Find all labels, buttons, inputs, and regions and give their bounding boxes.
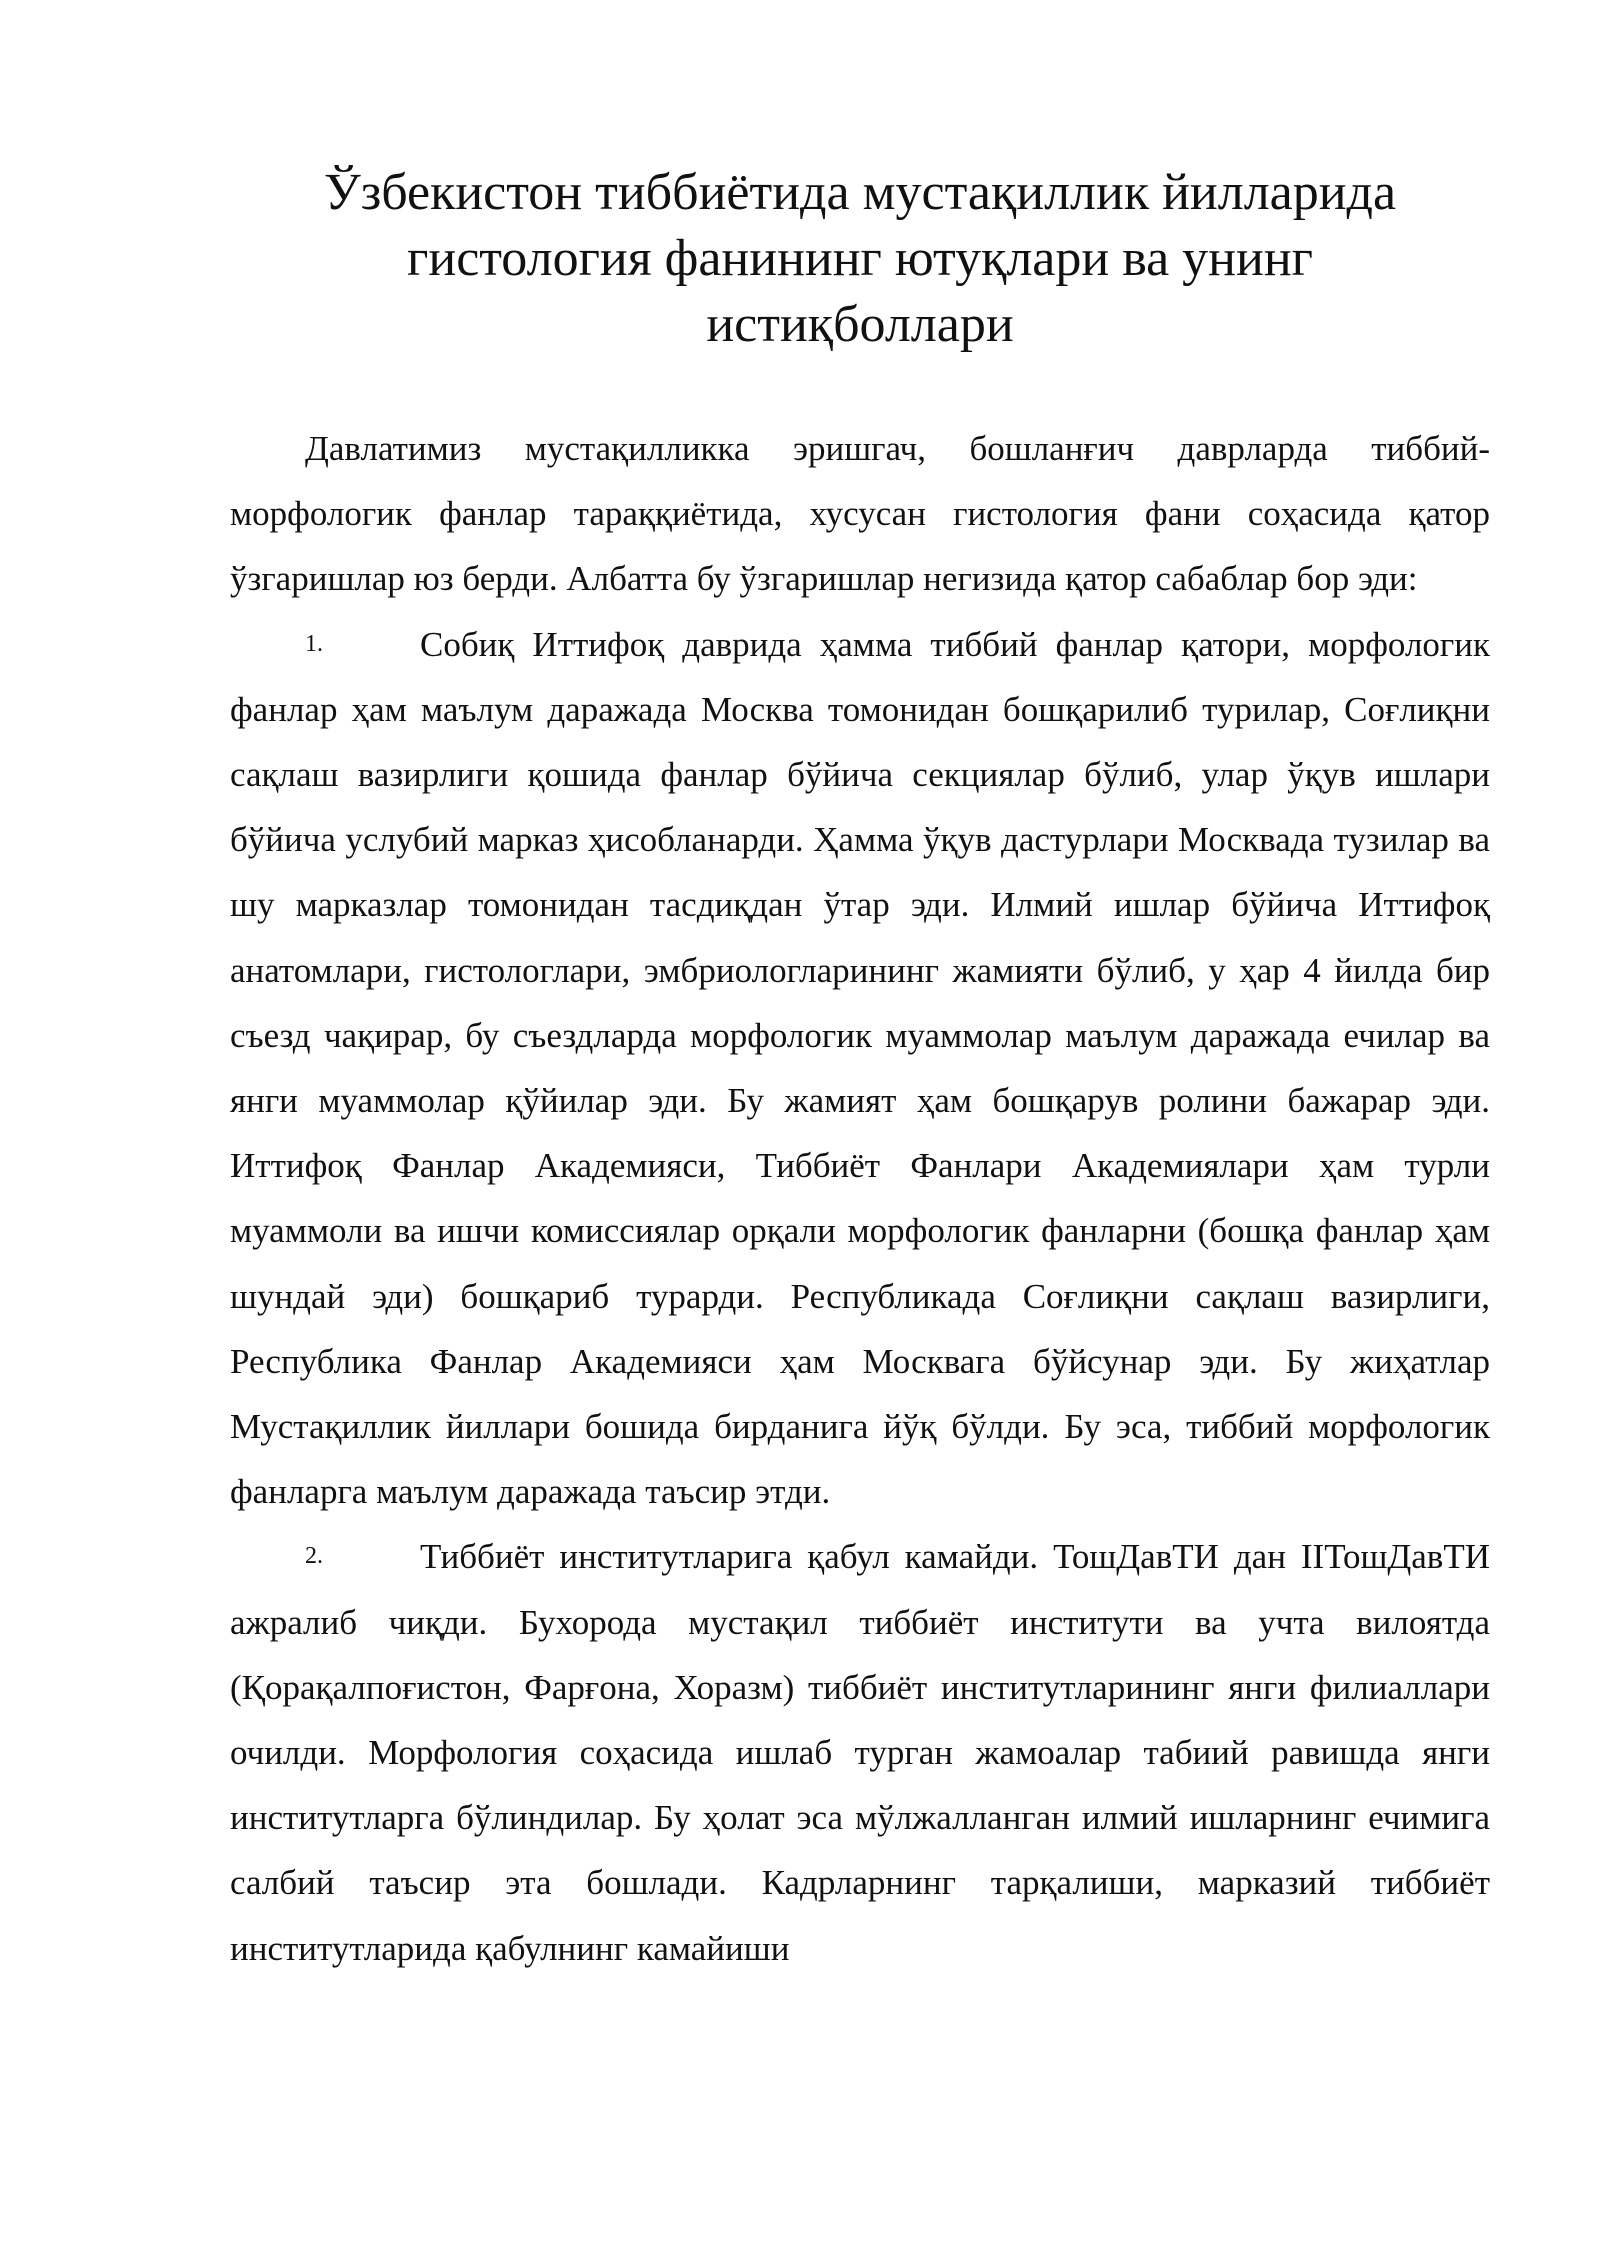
list-item-2-text: Тиббиёт институтларига қабул камайди. ТошДавТИ дан IIТошДавТИ ажралиб чиқди. Бухорода мустақил тиббиёт институти ва учта вилоятда (Қорақалпоғистон, Фарғона, Хоразм) тиббиёт институтларининг янги филиаллари очилди. Морфология соҳасида ишлаб турган жамоалар табиий равишда янги институтларга бўлиндилар. Бу ҳолат эса мўлжалланган илмий ишларнинг ечимига салбий таъсир эта бошлади. Кадрларнинг тарқалиши, марказий тиббиёт институтларида қабулнинг камайиши <box>230 1537 1490 1968</box>
list-item-2-number: 2. <box>305 1543 323 1570</box>
title-line-2: гистология фанининг ютуқлари ва унинг <box>407 230 1313 287</box>
title-line-3: истиқболлари <box>706 296 1014 353</box>
list-item-1-text: Собиқ Иттифоқ даврида ҳамма тиббий фанлар қатори, морфологик фанлар ҳам маълум даражада Москва томонидан бошқарилиб турилар, Соғлиқни сақлаш вазирлиги қошида фанлар бўйича секциялар бўлиб, улар ўқув ишлари бўйича услубий марказ ҳисобланарди. Ҳамма ўқув дастурлари Москвада тузилар ва шу марказлар томонидан тасдиқдан ўтар эди. Илмий ишлар бўйича Иттифоқ анатомлари, гистологлари, эмбриологларининг жамияти бўлиб, у ҳар 4 йилда бир съезд чақирар, бу съездларда морфологик муаммолар маълум даражада ечилар ва янги муаммолар қўйилар эди. Бу жамият ҳам бошқарув ролини бажарар эди. Иттифоқ Фанлар Академияси, Тиббиёт Фанлари Академиялари ҳам турли муаммоли ва ишчи комиссиялар орқали морфологик фанларни (бошқа фанлар ҳам шундай эди) бошқариб турарди. Республикада Соғлиқни сақлаш вазирлиги, Республика Фанлар Академияси ҳам Москвага бўйсунар эди. Бу жиҳатлар Мустақиллик йиллари бошида бирданига йўқ бўлди. Бу эса, тиббий морфологик фанларга маълум даражада таъсир этди. <box>230 624 1490 1512</box>
document-body <box>230 416 1490 1981</box>
intro-paragraph: Давлатимиз мустақилликка эришгач, бошланғич даврларда тиббий-морфологик фанлар тараққиётида, хусусан гистология фани соҳасида қатор ўзгаришлар юз берди. Албатта бу ўзгаришлар негизида қатор сабаблар бор эди: <box>230 429 1490 599</box>
list-item-1-number: 1. <box>305 630 323 657</box>
title-line-1: Ўзбекистон тиббиётида мустақиллик йилларида <box>323 164 1397 221</box>
document-title <box>230 160 1490 358</box>
list-item-1 <box>230 612 1490 1525</box>
list-item-2 <box>230 1524 1490 1980</box>
